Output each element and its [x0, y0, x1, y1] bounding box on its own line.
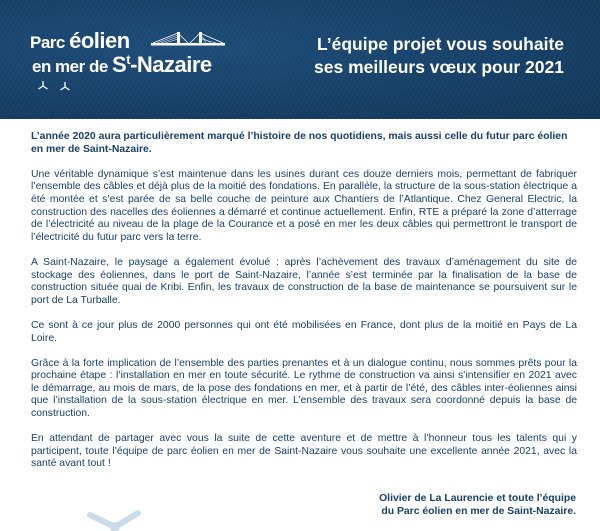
signature [379, 492, 576, 518]
paragraph-wishes: En attendant de partager avec vous la suite de cette aventure et de mettre à l’honneur tous les talents qui y participent, toute l’équipe de parc éolien en mer de Saint-Nazaire vous souhaite une excellente année 2021, avec la santé avant tout ! [31, 433, 577, 470]
newsletter-body [31, 131, 577, 484]
wind-turbine-icons [36, 80, 96, 94]
greeting-line2: ses meilleurs vœux pour 2021 [314, 57, 564, 77]
decorative-turbine-icon [70, 505, 160, 531]
paragraph-saint-nazaire: A Saint-Nazaire, le paysage a également évolué : après l’achèvement des travaux d’aménagement du site de stockage des éoliennes, dans le port de Saint-Nazaire, l’année s’est terminée par la finalisation de la base de construction située quai de Kribi. Enfin, les travaux de construction de la base de maintenance se poursuivent sur le port de La Turballe. [31, 256, 577, 306]
logo-line1: Parc éolien [30, 28, 130, 53]
paragraph-factories: Une véritable dynamique s’est maintenue dans les usines durant ces douze derniers mois, permettant de fabriquer l’ensemble des câbles et déjà plus de la moitié des fondations. En parallèle, la structure de la sous-station électrique a été montée et s’est parée de sa belle couche de peinture aux Chantiers de l’Atlantique. Chez General Electric, la construction des nacelles des éoliennes a démarré et continue actuellement. Enfin, RTE a préparé la zone d’atterrage de l’électricité au niveau de la plage de la Courance et a posé en mer les deux câbles qui permettront le transport de l’électricité du futur parc vers la terre. [31, 168, 577, 243]
header-banner [0, 0, 600, 119]
paragraph-people: Ce sont à ce jour plus de 2000 personnes qui ont été mobilisées en France, dont plus de la moitié en Pays de La Loire. [31, 319, 577, 344]
parc-eolien-logo [30, 22, 230, 94]
signature-line1: Olivier de La Laurencie et toute l’équipe [379, 493, 576, 504]
intro-paragraph: L’année 2020 aura particulièrement marqué l’histoire de nos quotidiens, mais aussi celle du futur parc éolien en mer de Saint-Nazaire. [31, 131, 568, 155]
greeting-headline [234, 33, 564, 79]
signature-line2: du Parc éolien en mer de Saint-Nazaire. [381, 506, 576, 517]
greeting-line1: L’équipe projet vous souhaite [317, 34, 564, 54]
bridge-icon [151, 30, 225, 50]
logo-line2: en mer de $S^t$-Nazaire [32, 52, 212, 77]
paragraph-next-step: Grâce à la forte implication de l’ensemble des parties prenantes et à un dialogue continu, nous sommes prêts pour la prochaine étape : l’installation en mer en toute sécurité. Le rythme de construction va ainsi s’intensifier en 2021 avec le démarrage, au mois de mars, de la pose des fondations en mer, et à partir de l’été, des câbles inter-éoliennes ainsi que l’installation de la sous-station électrique en mer. L’ensemble des travaux sera coordonné depuis la base de construction. [31, 357, 577, 420]
